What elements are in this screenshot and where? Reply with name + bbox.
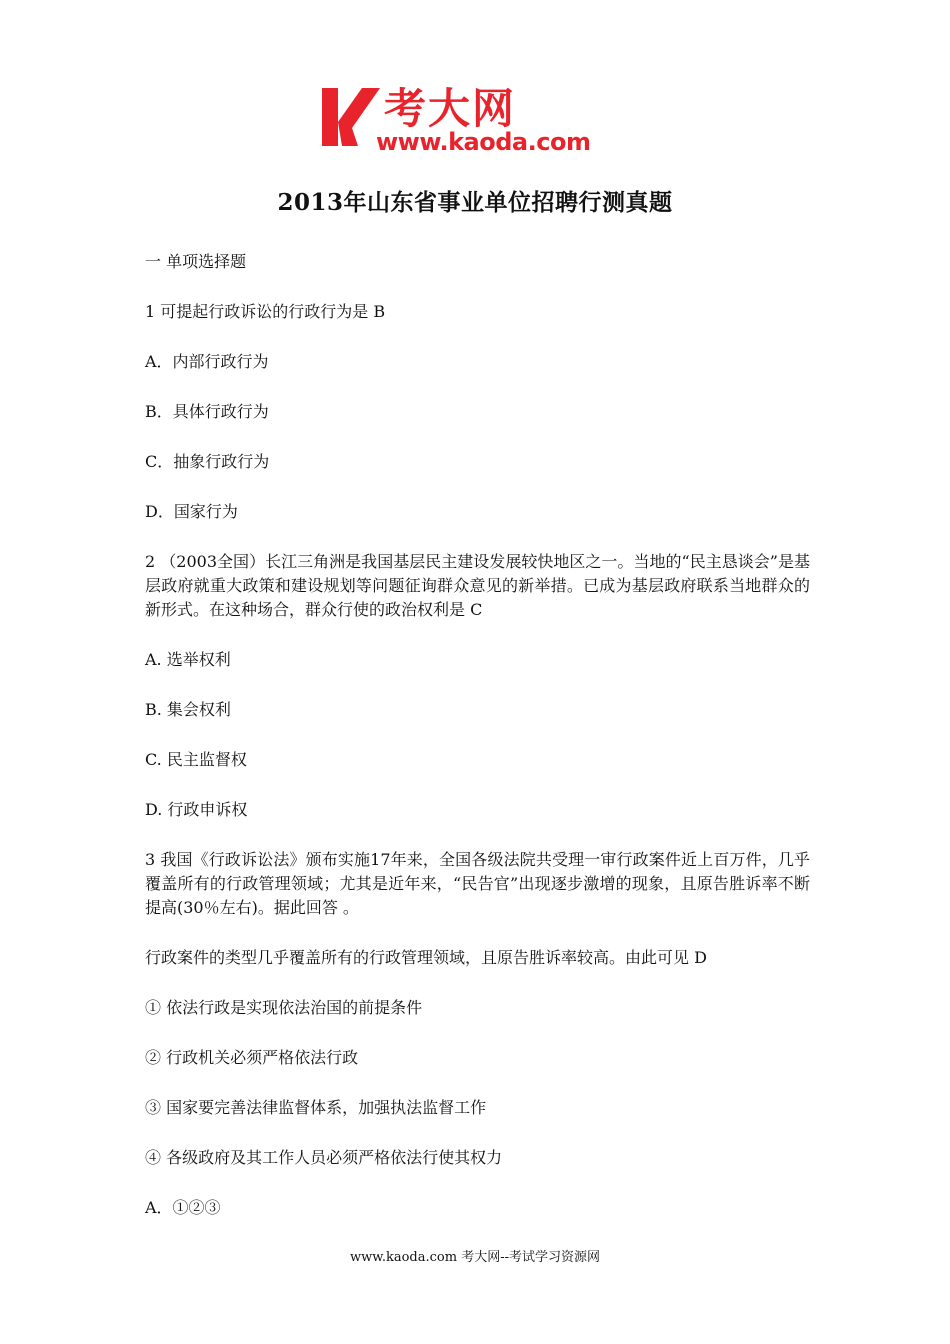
question-2-option-c: C. 民主监督权 [145,750,247,769]
question-3-item-1: ① 依法行政是实现依法治国的前提条件 [145,998,423,1017]
logo-k-mark-icon [318,82,382,152]
page-title: 2013年山东省事业单位招聘行测真题 [277,189,673,216]
logo-url: www.kaoda.com [376,128,591,156]
section-heading: 一 单项选择题 [145,252,247,271]
question-3-item-2: ② 行政机关必须严格依法行政 [145,1048,359,1067]
question-2-option-b: B. 集会权利 [145,700,231,719]
question-3-item-4: ④ 各级政府及其工作人员必须严格依法行使其权力 [145,1148,503,1167]
question-2-option-d: D. 行政申诉权 [145,800,248,819]
page-footer: www.kaoda.com 考大网--考试学习资源网 [350,1250,600,1265]
question-1-option-d: D．国家行为 [145,502,238,521]
question-1-option-c: C．抽象行政行为 [145,452,270,471]
question-2-option-a: A. 选举权利 [145,650,231,669]
question-3-option-a: A．①②③ [145,1198,221,1217]
question-2-stem: 2 （2003全国）长江三角洲是我国基层民主建设发展较快地区之一。当地的“民主恳谈会”是基层政府就重大政策和建设规划等问题征询群众意见的新举措。已成为基层政府联系当地群众的新形式。在这种场合，群众行使的政治权利是 C [145,552,810,619]
question-3-subquestion: 行政案件的类型几乎覆盖所有的行政管理领域，且原告胜诉率较高。由此可见 D [145,948,707,967]
logo-name: 考大网 [384,84,517,133]
kaoda-logo [318,82,638,162]
question-1-option-b: B．具体行政行为 [145,402,269,421]
document-body [145,250,810,1246]
question-3-item-3: ③ 国家要完善法律监督体系，加强执法监督工作 [145,1098,487,1117]
question-3-stem: 3 我国《行政诉讼法》颁布实施17年来，全国各级法院共受理一审行政案件近上百万件，几乎覆盖所有的行政管理领域；尤其是近年来，“民告官”出现逐步激增的现象，且原告胜诉率不断提高(30％左右)。据此回答 。 [145,850,810,917]
question-1-stem: 1 可提起行政诉讼的行政行为是 B [145,302,386,321]
question-1-option-a: A．内部行政行为 [145,352,269,371]
